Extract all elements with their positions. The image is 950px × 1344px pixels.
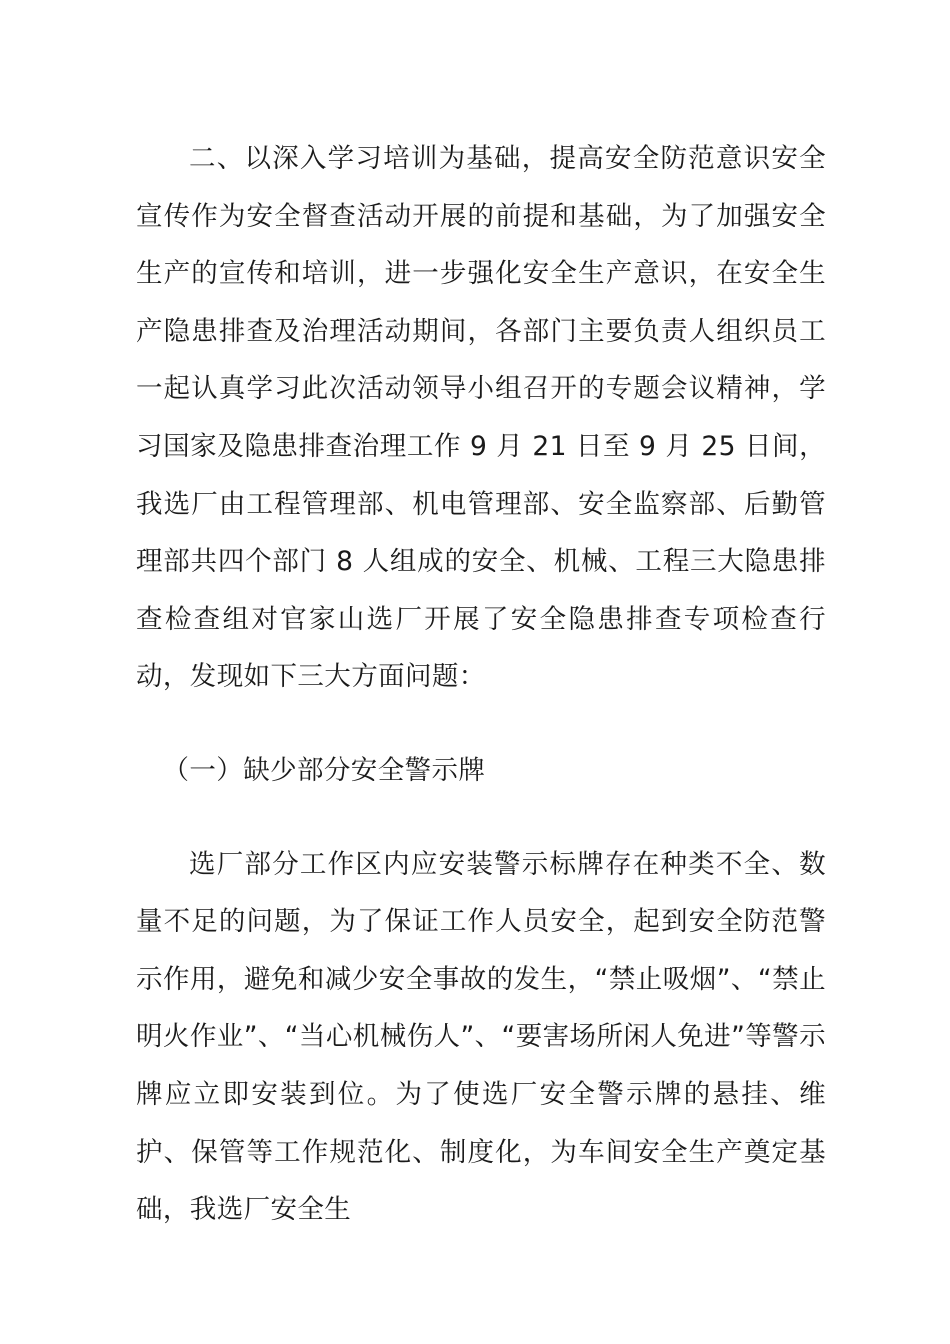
paragraph-2: 选厂部分工作区内应安装警示标牌存在种类不全、数量不足的问题，为了保证工作人员安全，起到安全防范警示作用，避免和减少安全事故的发生，“禁止吸烟”、“禁止明火作业”、“当心机械伤人”、“要害场所闲人免进”等警示牌应立即安装到位。为了使选厂安全警示牌的悬挂、维护、保管等工作规范化、制度化，为车间安全生产奠定基础，我选厂安全生	[136, 848, 826, 1226]
section-heading: （一）缺少部分安全警示牌	[162, 754, 486, 786]
paragraph-1: 二、以深入学习培训为基础，提高安全防范意识安全宣传作为安全督查活动开展的前提和基础，为了加强安全生产的宣传和培训，进一步强化安全生产意识，在安全生产隐患排查及治理活动期间，各部门主要负责人组织员工一起认真学习此次活动领导小组召开的专题会议精神，学习国家及隐患排查治理工作 9 月 21 日至 9 月 25 日间，我选厂由工程管理部、机电管理部、安全监察部、后勤管理部共四个部门 8 人组成的安全、机械、工程三大隐患排查检查组对官家山选厂开展了安全隐患排查专项检查行动，发现如下三大方面问题：	[136, 143, 826, 693]
document-body	[136, 130, 826, 1239]
